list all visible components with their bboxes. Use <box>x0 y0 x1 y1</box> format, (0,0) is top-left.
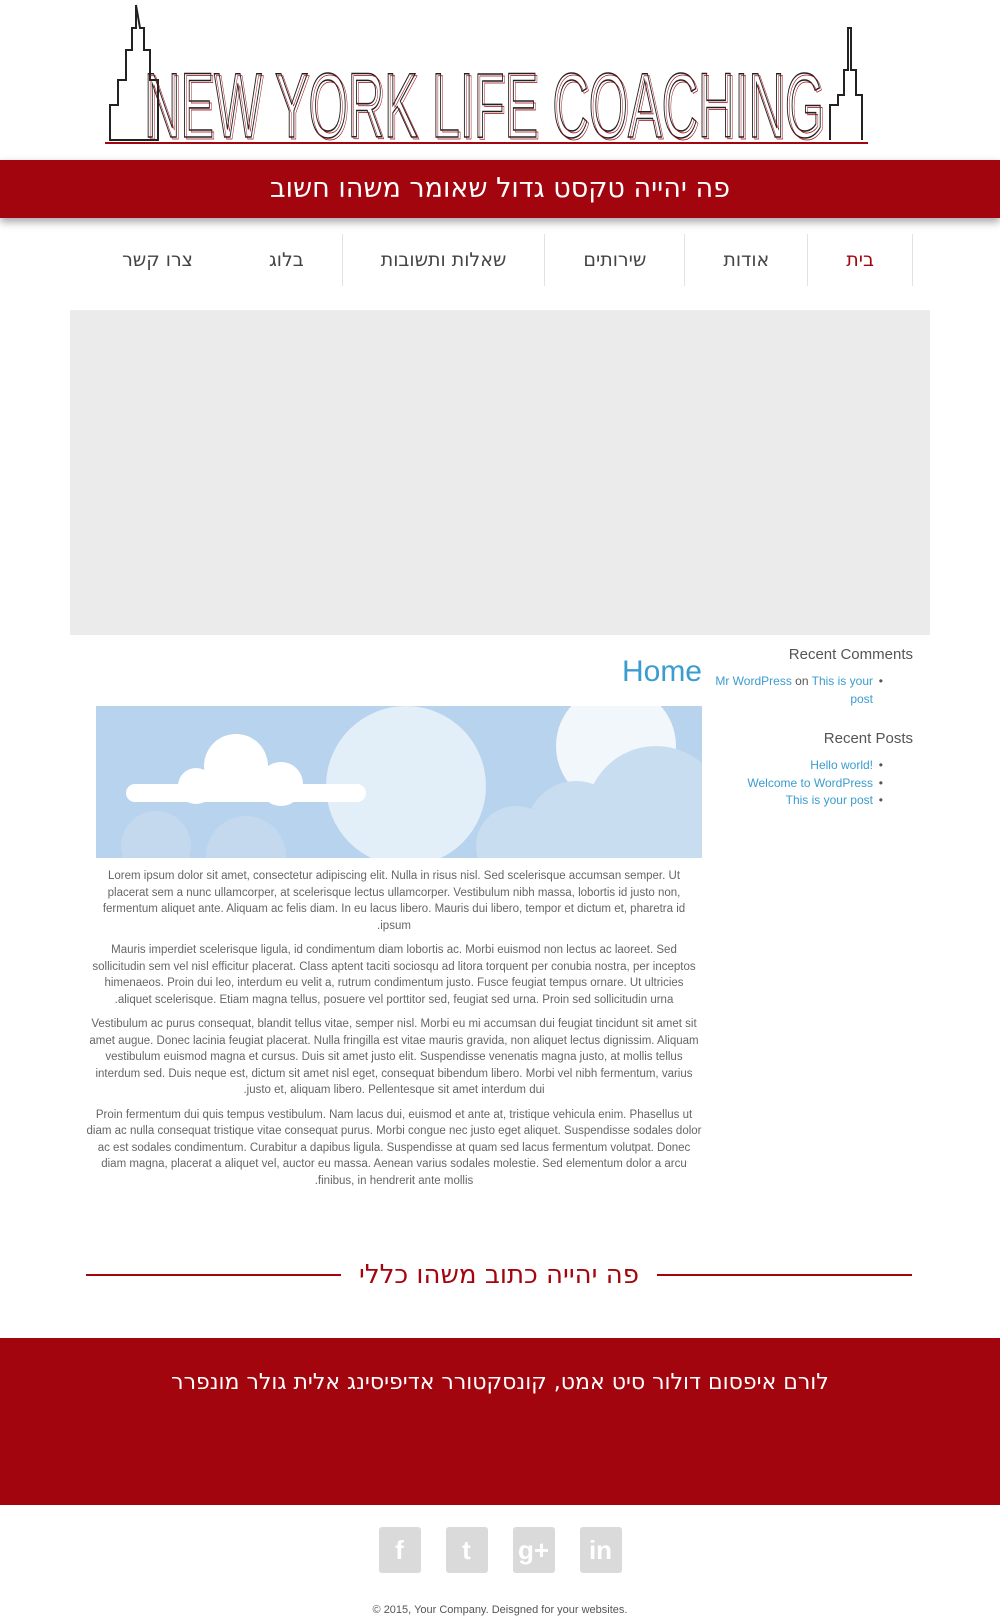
footer-band <box>0 1338 1000 1505</box>
google-plus-icon[interactable]: g+ <box>513 1527 555 1573</box>
recent-comment-item <box>715 673 913 708</box>
main-nav <box>84 234 913 286</box>
divider-line-right <box>657 1274 912 1276</box>
recent-posts-title: Recent Posts <box>823 730 913 747</box>
nav-item-home[interactable]: בית <box>807 234 913 286</box>
logo-text: NEW YORK LIFE COACHING <box>144 55 824 150</box>
content-paragraph: Vestibulum ac purus consequat, blandit tellus vitae, semper nisl. Morbi eu mi accumsan dui feugiat tincidunt sit amet sit amet augue. Donec lacinia feugiat placerat. Nulla fringilla est vitae mauris gravida, non aliquet lectus dignissim. Aliquam vestibulum euismod magna et cursus. Duis sit amet justo elit. Suspendisse venenatis magna justo, at mollis tellus interdum sed. Duis neque est, dictum sit amet nisl eget, consequat bibendum libero. Morbi vel nibh fermentum, varius justo et, aliquam libero. Pellentesque sit amet interdum dui. <box>89 1018 699 1096</box>
social-links <box>0 1527 1000 1573</box>
divider-heading: פה יהייה כתוב משהו כללי <box>359 1260 639 1290</box>
section-divider <box>86 1250 912 1300</box>
comment-post-link[interactable]: This is your post <box>811 674 873 706</box>
comment-on-text: on <box>795 674 809 688</box>
hero-banner <box>0 160 1000 218</box>
page-title: Home <box>621 655 702 688</box>
logo-text-shadow: NEW YORK LIFE COACHING <box>146 57 826 150</box>
content-paragraph: Proin fermentum dui quis tempus vestibulum. Nam lacus dui, euismod et ante at, tristique vehicula enim. Phasellus ut diam ac nulla consequat tristique vitae consequat purus. Morbi congue nec justo eget aliquet. Suspendisse sodales dolor ac est sodales condimentum. Curabitur a dapibus ligula. Suspendisse at quam sed lacus fermentum volutpat. Donec diam magna, placerat a aliquet vel, auctor eu massa. Aenean varius sodales molestie. Sed elementum dolor a arcu finibus, in hendrerit ante mollis. <box>86 1108 702 1187</box>
image-slider[interactable] <box>70 310 930 635</box>
clouds-hero-image <box>96 706 702 858</box>
twitter-icon[interactable]: t <box>446 1527 488 1573</box>
skyline-logo-graphic <box>100 0 900 150</box>
recent-comments-widget <box>715 646 913 708</box>
content-paragraph: Lorem ipsum dolor sit amet, consectetur adipiscing elit. Nulla in risus nisl. Sed scelerisque accumsan semper. Ut placerat sem a nunc ullamcorper, at scelerisque lectus ullamcorper. Vestibulum nibh massa, lobortis id justo non, fermentum aliquet ante. Aliquam ac felis diam. In eu lacus libero. Mauris dui libero, tempor et dictum et, pharetra id ipsum. <box>102 870 686 932</box>
main-content <box>86 655 702 1197</box>
divider-line-left <box>86 1274 341 1276</box>
recent-posts-widget <box>715 730 913 810</box>
facebook-icon[interactable]: f <box>379 1527 421 1573</box>
comment-author-link[interactable]: Mr WordPress <box>715 674 792 688</box>
linkedin-icon[interactable]: in <box>580 1527 622 1573</box>
footer-band-text: לורם איפסום דולור סיט אמט, קונסקטורר אדיפיסינג אלית גולר מונפרר <box>171 1370 829 1395</box>
sidebar <box>715 640 913 832</box>
recent-post-link[interactable]: • This is your post <box>715 792 913 810</box>
recent-comments-title: Recent Comments <box>788 646 913 663</box>
nav-item-services[interactable]: שירותים <box>544 234 684 286</box>
content-paragraph: Mauris imperdiet scelerisque ligula, id condimentum diam lobortis ac. Morbi euismod non lectus ac laoreet. Sed sollicitudin sem vel nisl efficitur placerat. Class aptent taciti sociosqu ad litora torquent per conubia nostra, per inceptos himenaeos. Proin dui leo, interdum eu velit a, rutrum condimentum justo. Fusce feugiat tempus ornare. Ut ultricies aliquet scelerisque. Etiam magna tellus, posuere vel porttitor sed, feugiat sed urna. Proin sed sollicitudin urna. <box>92 944 696 1006</box>
nav-item-blog[interactable]: בלוג <box>268 249 304 271</box>
nav-item-contact[interactable]: צרו קשר <box>122 249 193 271</box>
copyright-text: © 2015, Your Company. Deisgned for your websites. <box>372 1604 628 1616</box>
nav-item-about[interactable]: אודות <box>684 234 807 286</box>
recent-post-link[interactable]: • !Hello world <box>715 757 913 775</box>
recent-post-link[interactable]: • Welcome to WordPress <box>715 775 913 793</box>
banner-text: פה יהייה טקסט גדול שאומר משהו חשוב <box>270 173 730 204</box>
site-logo[interactable] <box>100 0 900 150</box>
nav-item-faq[interactable]: שאלות ותשובות <box>342 234 545 286</box>
